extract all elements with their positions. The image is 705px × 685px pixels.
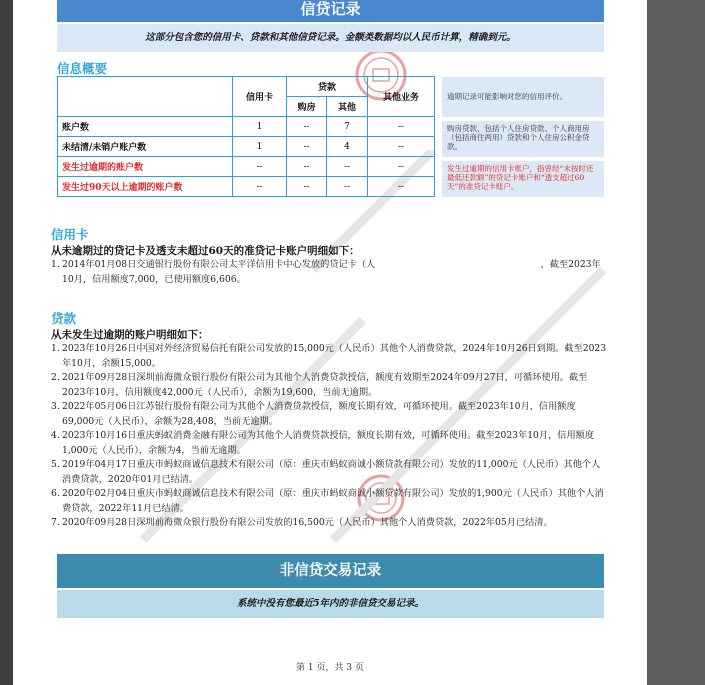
item-number: 2.: [51, 372, 60, 383]
table-row: [58, 137, 435, 157]
item-number: 6.: [51, 488, 60, 499]
col-credit-card: 信用卡: [233, 77, 287, 117]
table-cell: --: [233, 157, 287, 177]
item-text: 2021年09月28日深圳前海微众银行股份有限公司为其他个人消费贷款授信，额度有效期至2024年09月27日，可循环使用。截至2023年10月，信用额度42,000元（人民币），余额为19,600，当前无逾期。: [62, 372, 588, 398]
col-housing: 购房: [287, 97, 327, 117]
table-cell: --: [287, 137, 327, 157]
non-credit-note: 系统中没有您最近5年内的非信贷交易记录。: [57, 590, 604, 618]
summary-note-overdue-cards: 发生过逾期的信用卡账户，指曾经“未按时还最低还款额”的贷记卡账户和“透支超过60天”的准贷记卡账户。: [442, 161, 604, 197]
table-cell: --: [368, 177, 435, 197]
list-item: [51, 371, 607, 400]
viewer-left-margin: [0, 0, 13, 685]
summary-corner-cell: [58, 77, 233, 117]
table-cell: --: [368, 137, 435, 157]
row-label: 未结清/未销户账户数: [58, 137, 233, 157]
table-row: [58, 157, 435, 177]
list-item: [51, 342, 607, 371]
col-other-business: 其他业务: [368, 77, 435, 117]
item-number: 5.: [51, 459, 60, 470]
table-cell: --: [327, 157, 368, 177]
list-item: [51, 258, 607, 287]
item-text: 2020年02月04日重庆市蚂蚁商诚信息技术有限公司（原：重庆市蚂蚁商诚小额贷款有限公司）发放的1,900元（人民币）其他个人消费贷款，2022年11月已结清。: [62, 488, 604, 514]
loans-subheading: 从未发生过逾期的账户明细如下：: [51, 329, 209, 341]
item-text: 2022年05月06日江苏银行股份有限公司为其他个人消费贷款授信，额度长期有效，可循环使用。截至2023年10月，信用额度69,000元（人民币），余额为28,408，当前无逾期。: [62, 401, 576, 427]
credit-card-subheading: 从未逾期过的贷记卡及透支未超过60天的准贷记卡账户明细如下：: [51, 245, 360, 257]
col-loan: 贷款: [287, 77, 368, 97]
row-label: 账户数: [58, 117, 233, 137]
item-text: 2020年09月28日深圳前海微众银行股份有限公司发放的16,500元（人民币）其他个人消费贷款，2022年05月已结清。: [62, 517, 553, 528]
page-number: 第 1 页，共 3 页: [296, 663, 364, 673]
table-cell: --: [327, 177, 368, 197]
row-label: 发生过90天以上逾期的账户数: [58, 177, 233, 197]
table-cell: 1: [233, 117, 287, 137]
summary-heading: 信息概要: [57, 61, 108, 76]
credit-records-note: 这部分包含您的信用卡、贷款和其他信贷记录。金额类数据均以人民币计算，精确到元。: [57, 24, 604, 52]
item-text: 2019年04月17日重庆市蚂蚁商诚信息技术有限公司（原：重庆市蚂蚁商诚小额贷款有限公司）发放的11,000元（人民币）其他个人消费贷款，2020年01月已结清。: [62, 459, 601, 485]
item-text: 2023年10月16日重庆蚂蚁消费金融有限公司为其他个人消费贷款授信，额度长期有效，可循环使用。截至2023年10月，信用额度1,000元（人民币），余额为4，当前无逾期。: [62, 430, 595, 456]
table-cell: 1: [233, 137, 287, 157]
table-cell: 7: [327, 117, 368, 137]
table-cell: --: [287, 177, 327, 197]
item-text: 2023年10月26日中国对外经济贸易信托有限公司发放的15,000元（人民币）其他个人消费贷款，2024年10月26日到期。截至2023年10月，余额15,000。: [62, 343, 607, 369]
credit-card-heading: 信用卡: [51, 227, 89, 242]
loans-heading: 贷款: [51, 311, 77, 326]
summary-note-overdue: 逾期记录可能影响对您的信用评价。: [442, 77, 604, 117]
list-item: [51, 458, 607, 487]
table-cell: --: [368, 117, 435, 137]
row-label: 发生过逾期的账户数: [58, 157, 233, 177]
list-item: [51, 429, 607, 458]
table-cell: 4: [327, 137, 368, 157]
item-number: 4.: [51, 430, 60, 441]
non-credit-title: 非信贷交易记录: [57, 554, 604, 588]
credit-records-title: 信贷记录: [57, 0, 604, 22]
item-number: 7.: [51, 517, 60, 528]
list-item: [51, 516, 607, 531]
col-other: 其他: [327, 97, 368, 117]
item-text: 2014年01月08日交通银行股份有限公司太平洋信用卡中心发放的贷记卡（人 ，截至2023年10月，信用额度7,000，已使用额度6,606。: [62, 259, 601, 285]
report-page: [13, 0, 647, 685]
item-number: 1.: [51, 343, 60, 354]
table-row: [58, 117, 435, 137]
summary-note-housing: 购房贷款，包括个人住房贷款、个人商用房（包括商住两用）贷款和个人住房公积金贷款。: [442, 121, 604, 157]
table-row: [58, 177, 435, 197]
table-cell: --: [287, 117, 327, 137]
viewer-right-margin: [647, 0, 705, 685]
item-number: 1.: [51, 259, 60, 270]
table-cell: --: [233, 177, 287, 197]
list-item: [51, 487, 607, 516]
summary-table: [57, 76, 435, 197]
list-item: [51, 400, 607, 429]
table-cell: --: [368, 157, 435, 177]
item-number: 3.: [51, 401, 60, 412]
table-cell: --: [287, 157, 327, 177]
